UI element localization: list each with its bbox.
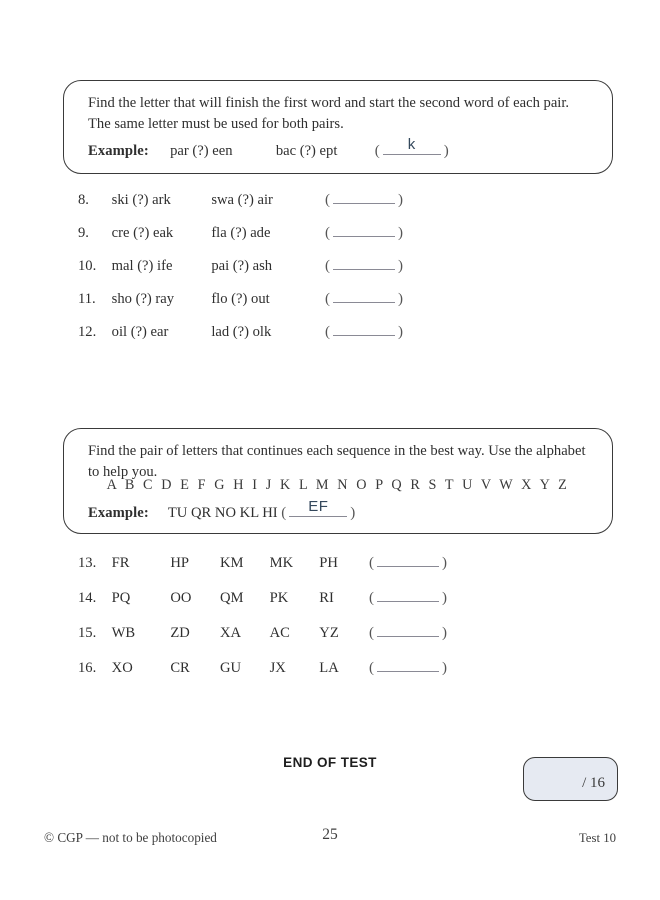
- sequence-item: LA: [319, 660, 339, 676]
- close-paren: ): [441, 660, 447, 676]
- question-number: 15.: [78, 625, 97, 641]
- open-paren: (: [324, 258, 330, 274]
- instruction-text-section-2: Find the pair of letters that continues each sequence in the best way. Use the alphabet to help you.: [88, 443, 586, 480]
- answer-rule[interactable]: [333, 289, 395, 303]
- sequence-item: PQ: [111, 590, 131, 606]
- example-answer-blank-section-1: [374, 136, 449, 160]
- example-sequence-item: KL: [239, 505, 259, 521]
- sequence-item: HP: [170, 555, 189, 571]
- question-pair-2: fla (?) ade: [211, 225, 271, 241]
- sequence-item: XA: [219, 625, 242, 641]
- example-sequence-item: NO: [214, 505, 236, 521]
- question-row: [78, 190, 403, 210]
- score-box[interactable]: [523, 757, 618, 801]
- example-pair-2: bac (?) ept: [275, 143, 338, 159]
- sequence-item: WB: [111, 625, 136, 641]
- example-label-section-2: Example:: [88, 505, 149, 521]
- question-row: [78, 322, 403, 342]
- question-number: 12.: [78, 324, 97, 340]
- close-paren: ): [350, 505, 356, 521]
- sequence-item: RI: [319, 590, 334, 606]
- close-paren: ): [441, 555, 447, 571]
- answer-rule[interactable]: [333, 322, 395, 336]
- open-paren: (: [324, 192, 330, 208]
- answer-blank[interactable]: [325, 256, 403, 275]
- question-row: [78, 256, 403, 276]
- open-paren: (: [281, 505, 287, 521]
- question-pair-2: pai (?) ash: [211, 258, 273, 274]
- close-paren: ): [441, 625, 447, 641]
- question-row: [78, 553, 447, 573]
- answer-rule[interactable]: [377, 553, 439, 567]
- example-sequence-item: TU: [167, 505, 188, 521]
- sequence-item: KM: [219, 555, 244, 571]
- sequence-item: AC: [269, 625, 290, 641]
- question-number: 14.: [78, 590, 97, 606]
- answer-blank[interactable]: [369, 623, 447, 642]
- close-paren: ): [397, 291, 403, 307]
- answer-blank[interactable]: [369, 553, 447, 572]
- page-number: 25: [322, 826, 338, 843]
- question-row: [78, 658, 447, 678]
- close-paren: ): [443, 143, 449, 159]
- question-pair-2: swa (?) air: [211, 192, 273, 208]
- question-pair-1: sho (?) ray: [111, 291, 175, 307]
- question-number: 9.: [78, 225, 89, 241]
- answer-rule[interactable]: [333, 190, 395, 204]
- example-label-section-1: Example:: [88, 143, 149, 159]
- instruction-box-section-2: [63, 428, 613, 534]
- answer-blank[interactable]: [325, 190, 403, 209]
- alphabet-reference: A B C D E F G H I J K L M N O P Q R S T U V W X Y Z: [106, 477, 570, 493]
- instruction-box-section-1: [63, 80, 613, 174]
- sequence-item: FR: [111, 555, 130, 571]
- close-paren: ): [441, 590, 447, 606]
- example-sequence-item: HI: [262, 505, 278, 521]
- answer-blank[interactable]: [325, 322, 403, 341]
- answer-rule: [383, 136, 441, 155]
- question-pair-1: cre (?) eak: [111, 225, 174, 241]
- question-row: [78, 289, 403, 309]
- example-line-section-1: [88, 136, 449, 160]
- question-number: 16.: [78, 660, 97, 676]
- sequence-item: PK: [269, 590, 289, 606]
- answer-blank[interactable]: [325, 289, 403, 308]
- example-answer-blank-section-2: [281, 498, 356, 522]
- test-label: Test 10: [578, 831, 616, 845]
- sequence-item: QM: [219, 590, 244, 606]
- question-row: [78, 588, 447, 608]
- answer-blank[interactable]: [325, 223, 403, 242]
- close-paren: ): [397, 258, 403, 274]
- open-paren: (: [324, 324, 330, 340]
- answer-rule[interactable]: [377, 588, 439, 602]
- score-total: / 16: [582, 775, 605, 791]
- sequence-item: JX: [269, 660, 286, 676]
- close-paren: ): [397, 192, 403, 208]
- question-number: 8.: [78, 192, 89, 208]
- question-pair-2: flo (?) out: [211, 291, 270, 307]
- open-paren: (: [324, 225, 330, 241]
- example-answer-section-2: EF: [308, 498, 329, 515]
- question-number: 11.: [78, 291, 96, 307]
- instruction-text-section-1: Find the letter that will finish the first word and start the second word of each pair. The same letter must be used for both pairs.: [88, 95, 570, 132]
- question-row: [78, 623, 447, 643]
- answer-rule[interactable]: [377, 623, 439, 637]
- sequence-item: OO: [170, 590, 192, 606]
- sequence-item: XO: [111, 660, 133, 676]
- open-paren: (: [368, 555, 374, 571]
- question-pair-2: lad (?) olk: [211, 324, 272, 340]
- answer-rule[interactable]: [333, 223, 395, 237]
- close-paren: ): [397, 324, 403, 340]
- question-pair-1: oil (?) ear: [111, 324, 169, 340]
- sequence-item: PH: [319, 555, 338, 571]
- open-paren: (: [368, 660, 374, 676]
- question-pair-1: mal (?) ife: [111, 258, 173, 274]
- open-paren: (: [368, 625, 374, 641]
- example-sequence-item: QR: [190, 505, 212, 521]
- question-number: 13.: [78, 555, 97, 571]
- example-pair-1: par (?) een: [170, 143, 233, 159]
- answer-rule: [289, 498, 347, 517]
- open-paren: (: [324, 291, 330, 307]
- copyright-notice: © CGP — not to be photocopied: [44, 830, 217, 845]
- question-pair-1: ski (?) ark: [111, 192, 171, 208]
- answer-rule[interactable]: [333, 256, 395, 270]
- example-line-section-2: [88, 498, 356, 522]
- question-number: 10.: [78, 258, 97, 274]
- answer-blank[interactable]: [369, 588, 447, 607]
- open-paren: (: [374, 143, 380, 159]
- example-answer-section-1: k: [407, 136, 416, 153]
- sequence-item: MK: [269, 555, 294, 571]
- sequence-item: ZD: [170, 625, 190, 641]
- answer-rule[interactable]: [377, 658, 439, 672]
- close-paren: ): [397, 225, 403, 241]
- sequence-item: CR: [170, 660, 190, 676]
- sequence-item: GU: [219, 660, 242, 676]
- open-paren: (: [368, 590, 374, 606]
- answer-blank[interactable]: [369, 658, 447, 677]
- sequence-item: YZ: [319, 625, 339, 641]
- question-row: [78, 223, 403, 243]
- end-of-test-label: END OF TEST: [283, 755, 377, 770]
